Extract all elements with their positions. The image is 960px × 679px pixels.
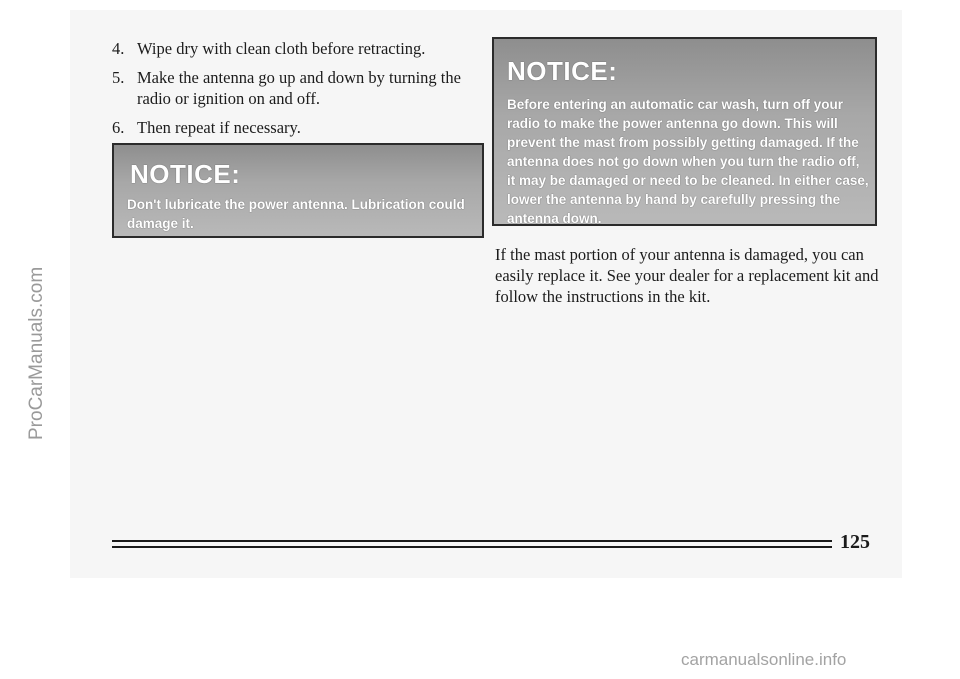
step-number: 4. (112, 39, 125, 58)
footer-rule-line (112, 540, 832, 542)
notice-body: Don't lubricate the power antenna. Lubrication could damage it. (127, 197, 465, 231)
side-watermark: ProCarManuals.com (26, 266, 47, 440)
step-number: 5. (112, 68, 125, 87)
instruction-steps (112, 38, 472, 146)
step-item (112, 67, 472, 109)
step-text: Make the antenna go up and down by turning the radio or ignition on and off. (137, 68, 461, 108)
bottom-watermark: carmanualsonline.info (681, 650, 847, 669)
notice-body: Before entering an automatic car wash, turn off your radio to make the power antenna go down. This will prevent the mast from possibly getting damaged. If the antenna does not go down when you turn the radio off, it may be damaged or need to be cleaned. In either case, lower the antenna by hand by carefully pressing the antenna down. (507, 97, 869, 226)
page-number: 125 (840, 531, 870, 553)
step-item (112, 38, 472, 59)
notice-title: NOTICE: (130, 159, 241, 189)
step-item (112, 117, 472, 138)
step-text: Then repeat if necessary. (137, 118, 301, 137)
notice-title: NOTICE: (507, 56, 618, 86)
notice-box-lubrication (112, 143, 484, 238)
mast-replacement-paragraph: If the mast portion of your antenna is damaged, you can easily replace it. See your dealer for a replacement kit and follow the instructions in the kit. (495, 245, 879, 306)
step-number: 6. (112, 118, 125, 137)
step-text: Wipe dry with clean cloth before retracting. (137, 39, 426, 58)
footer-rule (112, 540, 832, 552)
notice-box-car-wash (492, 37, 877, 226)
footer-rule-line (112, 546, 832, 548)
